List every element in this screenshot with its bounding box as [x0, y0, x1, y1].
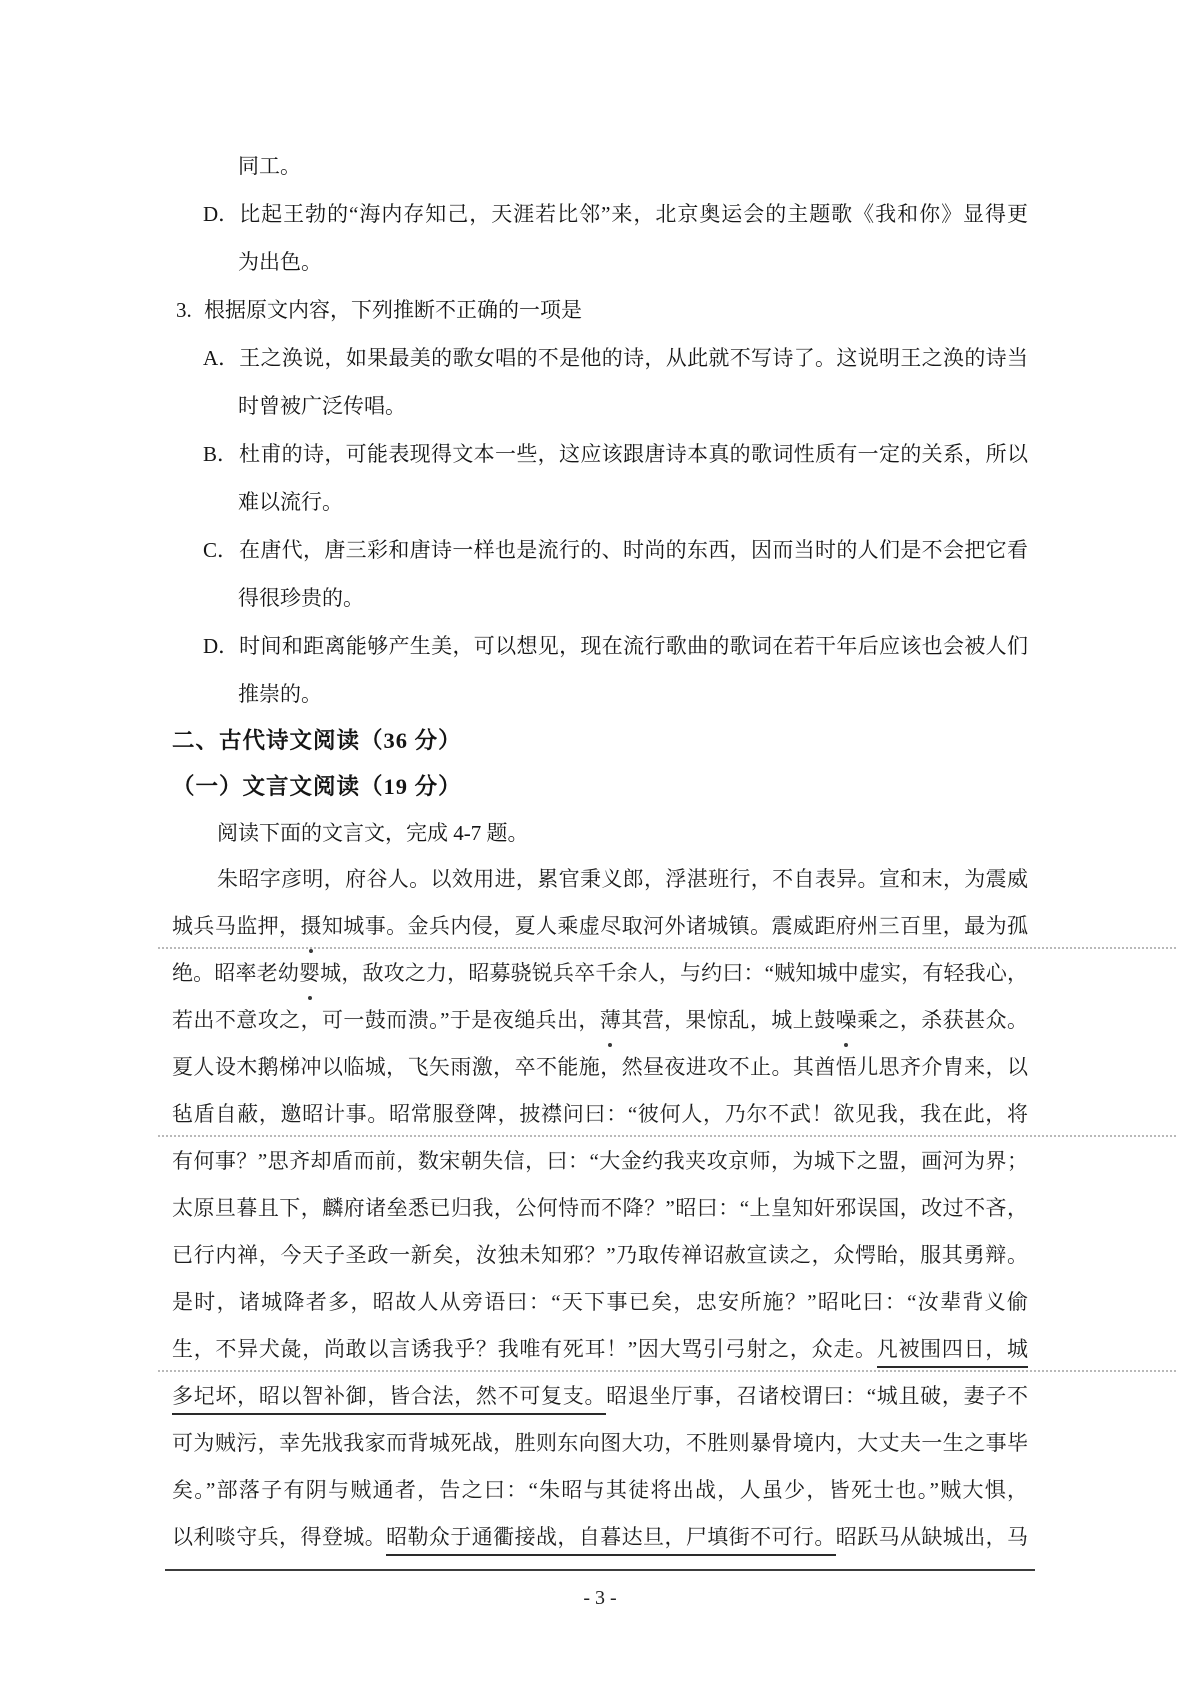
passage-text: 毡盾自蔽，邀昭计事。昭常服登陴，披襟问曰：“彼何人，乃尔不武！欲见我，我在此，将	[172, 1102, 1028, 1126]
passage-line	[172, 950, 1028, 997]
passage-line	[172, 856, 1028, 903]
section-heading: 二、古代诗文阅读（36 分）	[172, 728, 462, 753]
option-label: C．	[203, 538, 239, 562]
footer-rule	[165, 1569, 1035, 1571]
option-continuation-line: 得很珍贵的。	[238, 586, 364, 610]
passage-text: 太原旦暮且下，麟府诸垒悉已归我，公何恃而不降？”昭曰：“上皇知奸邪误国，改过不吝，	[172, 1196, 1028, 1220]
option-text: 时间和距离能够产生美，可以想见，现在流行歌曲的歌词在若干年后应该也会被人们	[239, 634, 1028, 658]
option-text: 在唐代，唐三彩和唐诗一样也是流行的、时尚的东西，因而当时的人们是不会把它看	[239, 538, 1028, 562]
classical-passage	[172, 856, 1028, 1561]
passage-text: 有何事？”思齐却盾而前，数宋朝失信，曰：“大金约我夹攻京师，为城下之盟，画河为界；	[172, 1149, 1028, 1173]
emphasis-dot-char: 婴	[299, 950, 320, 997]
page-content	[172, 142, 1028, 1561]
passage-line	[172, 1514, 1028, 1561]
passage-text: 朱昭字彦明，府谷人。以效用进，累官秉义郎，浮湛班行，不自表异。宣和末，为震威	[217, 867, 1028, 891]
option-line	[172, 334, 1028, 382]
passage-text: 夏人设木鹅梯冲以临城，飞矢雨激，卒不能施，然昼夜进攻不止。其酋悟儿思齐介胄来，以	[172, 1055, 1028, 1079]
option-line	[172, 622, 1028, 670]
option-text: 王之涣说，如果最美的歌女唱的不是他的诗，从此就不写诗了。这说明王之涣的诗当	[239, 346, 1028, 370]
option-label: D．	[203, 202, 240, 226]
passage-text: 昭跃马从缺城出，马	[835, 1525, 1029, 1549]
underlined-sentence: 凡被围四日，城	[877, 1337, 1028, 1368]
option-continuation-line: 为出色。	[238, 250, 322, 274]
question-section	[172, 142, 1028, 718]
option-continuation-line: 时曾被广泛传唱。	[238, 394, 406, 418]
option-text: 比起王勃的“海内存知己，天涯若比邻”来，北京奥运会的主题歌《我和你》显得更	[239, 202, 1028, 226]
emphasis-dot-char: 薄	[600, 997, 621, 1044]
underlined-sentence: 多圮坏，昭以智补御，皆合法，然不可复支。	[172, 1384, 606, 1415]
passage-intro: 阅读下面的文言文，完成 4-7 题。	[217, 821, 529, 845]
passage-text: 是时，诸城降者多，昭故人从旁语曰：“天下事已矣，忠安所施？”昭叱曰：“汝辈背义偷	[172, 1290, 1028, 1314]
option-line	[172, 526, 1028, 574]
question-line: 3. 根据原文内容，下列推断不正确的一项是	[172, 286, 1028, 334]
option-continuation-line: 同工。	[238, 154, 301, 178]
passage-text: 城，敌攻之力，昭募骁锐兵卒千余人，与约曰：“贼知城中虚实，有轻我心，	[320, 961, 1029, 985]
passage-line	[172, 1420, 1028, 1467]
passage-text: 以利啖守兵，得登城。	[172, 1525, 387, 1549]
passage-text: 知城事。金兵内侵，夏人乘虚尽取河外诸城镇。震威距府州三百里，最为孤	[321, 914, 1029, 938]
page-number: - 3 -	[583, 1587, 617, 1609]
option-continuation-line: 难以流行。	[238, 490, 343, 514]
passage-line	[172, 1373, 1028, 1420]
passage-text: 绝。昭率老幼	[172, 961, 300, 985]
passage-text: 生，不异犬彘，尚敢以言诱我乎？我唯有死耳！”因大骂引弓射之，众走。	[172, 1337, 877, 1361]
passage-line	[172, 1185, 1028, 1232]
passage-text: 昭退坐厅事，召诸校谓曰：“城且破，妻子不	[606, 1384, 1029, 1408]
passage-text: 城兵马监押，	[172, 914, 301, 938]
passage-line	[172, 1279, 1028, 1326]
passage-text: 已行内禅，今天子圣政一新矣，汝独未知邪？”乃取传禅诏赦宣读之，众愕眙，服其勇辩。	[172, 1243, 1028, 1267]
sub-heading: （一）文言文阅读（19 分）	[172, 774, 462, 799]
passage-text: 矣。”部落子有阴与贼通者，告之曰：“朱昭与其徒将出战，人虽少，皆死士也。”贼大惧，	[172, 1478, 1028, 1502]
question-number: 3.	[176, 298, 192, 322]
option-text: 杜甫的诗，可能表现得文本一些，这应该跟唐诗本真的歌词性质有一定的关系，所以	[239, 442, 1028, 466]
emphasis-dot-char: 摄	[300, 903, 321, 950]
passage-line	[172, 903, 1028, 950]
passage-line	[172, 1138, 1028, 1185]
option-continuation-line: 推崇的。	[238, 682, 322, 706]
passage-line	[172, 1232, 1028, 1279]
passage-line	[172, 997, 1028, 1044]
option-label: B．	[203, 442, 239, 466]
passage-line	[172, 1091, 1028, 1138]
passage-line	[172, 1326, 1028, 1373]
underlined-sentence: 昭勒众于通衢接战，自暮达旦，尸填街不可行。	[386, 1525, 836, 1556]
passage-line	[172, 1044, 1028, 1091]
passage-text: 可为贼污，幸先戕我家而背城死战，胜则东向图大功，不胜则暴骨境内，大丈夫一生之事毕	[172, 1431, 1028, 1455]
option-label: A．	[203, 346, 240, 370]
option-line	[172, 430, 1028, 478]
option-label: D．	[203, 634, 240, 658]
passage-text: 乘之，杀获甚众。	[856, 1008, 1029, 1032]
passage-text: 其营，果惊乱，城上鼓	[620, 1008, 836, 1032]
emphasis-dot-char: 噪	[836, 997, 857, 1044]
passage-text: 若出不意攻之，可一鼓而溃。”于是夜缒兵出，	[172, 1008, 600, 1032]
passage-line	[172, 1467, 1028, 1514]
option-line	[172, 190, 1028, 238]
